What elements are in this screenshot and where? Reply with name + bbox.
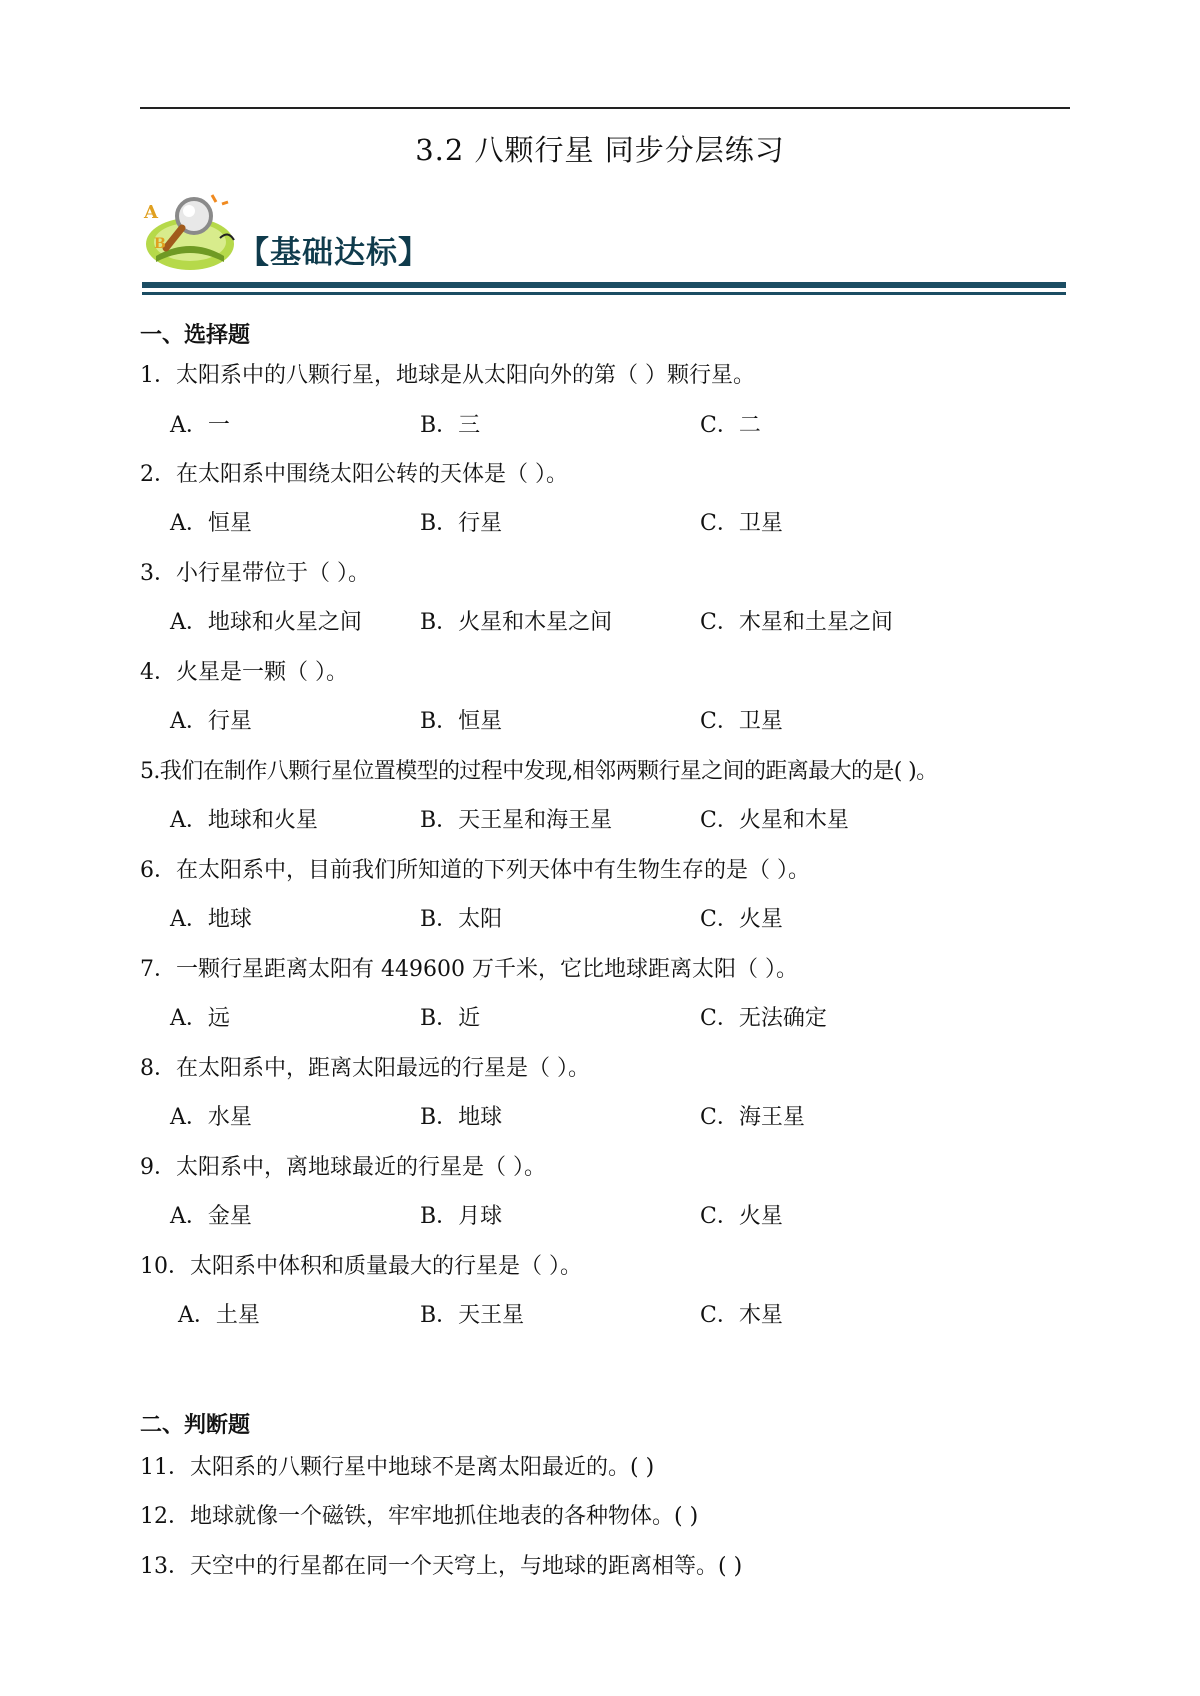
option-b: B．月球	[420, 1204, 503, 1229]
judgment-item: 11．太阳系的八颗行星中地球不是离太阳最近的。( )	[140, 1455, 655, 1480]
question-text: 2．在太阳系中围绕太阳公转的天体是（ ）。	[140, 462, 568, 487]
question-text: 9．太阳系中，离地球最近的行星是（ ）。	[140, 1155, 546, 1180]
option-c: C．无法确定	[700, 1006, 827, 1031]
question-text: 5.我们在制作八颗行星位置模型的过程中发现,相邻两颗行星之间的距离最大的是( )。	[140, 759, 938, 784]
option-c: C．卫星	[700, 511, 783, 536]
option-a: A．土星	[178, 1303, 260, 1328]
option-a: A．金星	[170, 1204, 252, 1229]
option-a: A．远	[170, 1006, 230, 1031]
judgment-item: 13．天空中的行星都在同一个天穹上，与地球的距离相等。( )	[140, 1554, 743, 1579]
option-b: B．地球	[420, 1105, 503, 1130]
question-text: 7．一颗行星距离太阳有 449600 万千米，它比地球距离太阳（ ）。	[140, 957, 798, 982]
option-a: A．地球和火星之间	[170, 610, 362, 635]
svg-text:A: A	[144, 202, 158, 223]
option-c: C．火星和木星	[700, 808, 849, 833]
header-rule	[140, 107, 1070, 109]
question-text: 6．在太阳系中，目前我们所知道的下列天体中有生物生存的是（ ）。	[140, 858, 810, 883]
option-c: C．木星	[700, 1303, 783, 1328]
option-c: C．火星	[700, 1204, 783, 1229]
option-b: B．行星	[420, 511, 503, 536]
option-a: A．地球和火星	[170, 808, 318, 833]
option-b: B．恒星	[420, 709, 503, 734]
option-c: C．木星和土星之间	[700, 610, 893, 635]
option-b: B．三	[420, 413, 481, 438]
option-a: A．一	[170, 413, 230, 438]
banner-label: 【基础达标】	[238, 235, 430, 271]
judgment-item: 12．地球就像一个磁铁，牢牢地抓住地表的各种物体。( )	[140, 1504, 699, 1529]
section-title-judgment: 二、判断题	[140, 1412, 251, 1438]
svg-text:B: B	[154, 236, 166, 252]
option-a: A．行星	[170, 709, 252, 734]
option-c: C．海王星	[700, 1105, 805, 1130]
question-text: 1．太阳系中的八颗行星，地球是从太阳向外的第（ ）颗行星。	[140, 363, 755, 388]
page-title: 3.2 八颗行星 同步分层练习	[415, 133, 785, 167]
question-text: 4．火星是一颗（ ）。	[140, 660, 348, 685]
section-title-choice: 一、选择题	[140, 322, 251, 348]
option-a: A．水星	[170, 1105, 252, 1130]
option-c: C．二	[700, 413, 761, 438]
option-b: B．近	[420, 1006, 481, 1031]
option-a: A．恒星	[170, 511, 252, 536]
option-b: B．天王星和海王星	[420, 808, 613, 833]
banner-rule-thin	[142, 292, 1066, 295]
question-text: 3．小行星带位于（ ）。	[140, 561, 370, 586]
banner-rule	[142, 282, 1066, 288]
question-text: 8．在太阳系中，距离太阳最远的行星是（ ）。	[140, 1056, 590, 1081]
option-b: B．天王星	[420, 1303, 525, 1328]
option-c: C．火星	[700, 907, 783, 932]
option-b: B．火星和木星之间	[420, 610, 613, 635]
option-a: A．地球	[170, 907, 252, 932]
option-c: C．卫星	[700, 709, 783, 734]
question-text: 10．太阳系中体积和质量最大的行星是（ ）。	[140, 1254, 582, 1279]
option-b: B．太阳	[420, 907, 503, 932]
